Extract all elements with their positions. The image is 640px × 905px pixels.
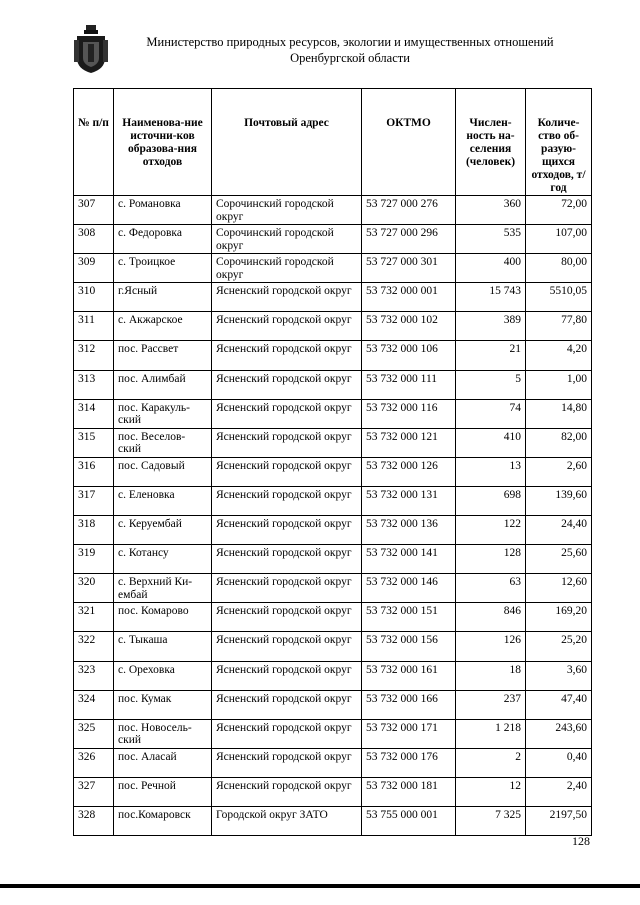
oktmo-code: 53 732 000 126 bbox=[362, 457, 456, 486]
row-number: 310 bbox=[74, 283, 114, 312]
waste-amount: 4,20 bbox=[526, 341, 592, 370]
row-number: 322 bbox=[74, 632, 114, 661]
oktmo-code: 53 732 000 151 bbox=[362, 603, 456, 632]
row-number: 309 bbox=[74, 254, 114, 283]
oktmo-code: 53 732 000 102 bbox=[362, 312, 456, 341]
postal-address: Ясненский городской округ bbox=[212, 690, 362, 719]
table-row bbox=[74, 574, 592, 603]
postal-address: Ясненский городской округ bbox=[212, 574, 362, 603]
source-name: с. Еленовка bbox=[114, 486, 212, 515]
population: 5 bbox=[456, 370, 526, 399]
population: 389 bbox=[456, 312, 526, 341]
row-number: 313 bbox=[74, 370, 114, 399]
table-row bbox=[74, 196, 592, 225]
postal-address: Городской округ ЗАТО bbox=[212, 806, 362, 835]
oktmo-code: 53 727 000 301 bbox=[362, 254, 456, 283]
waste-amount: 82,00 bbox=[526, 428, 592, 457]
population: 74 bbox=[456, 399, 526, 428]
waste-amount: 107,00 bbox=[526, 225, 592, 254]
oktmo-code: 53 732 000 116 bbox=[362, 399, 456, 428]
postal-address: Ясненский городской округ bbox=[212, 428, 362, 457]
postal-address: Ясненский городской округ bbox=[212, 777, 362, 806]
waste-amount: 5510,05 bbox=[526, 283, 592, 312]
postal-address: Ясненский городской округ bbox=[212, 516, 362, 545]
row-number: 325 bbox=[74, 719, 114, 748]
column-header-population: Числен-ность на-селения (человек) bbox=[456, 89, 526, 196]
row-number: 316 bbox=[74, 457, 114, 486]
source-name: пос. Садовый bbox=[114, 457, 212, 486]
table-row bbox=[74, 428, 592, 457]
population: 535 bbox=[456, 225, 526, 254]
waste-amount: 243,60 bbox=[526, 719, 592, 748]
table-row bbox=[74, 283, 592, 312]
waste-amount: 2197,50 bbox=[526, 806, 592, 835]
waste-amount: 0,40 bbox=[526, 748, 592, 777]
column-header-number: № п/п bbox=[74, 89, 114, 196]
oktmo-code: 53 732 000 171 bbox=[362, 719, 456, 748]
table-row bbox=[74, 661, 592, 690]
oktmo-code: 53 755 000 001 bbox=[362, 806, 456, 835]
postal-address: Ясненский городской округ bbox=[212, 545, 362, 574]
row-number: 308 bbox=[74, 225, 114, 254]
ministry-name: Министерство природных ресурсов, экологии и имущественных отношений bbox=[146, 35, 554, 49]
postal-address: Ясненский городской округ bbox=[212, 399, 362, 428]
row-number: 323 bbox=[74, 661, 114, 690]
population: 122 bbox=[456, 516, 526, 545]
population: 846 bbox=[456, 603, 526, 632]
waste-amount: 1,00 bbox=[526, 370, 592, 399]
waste-amount: 24,40 bbox=[526, 516, 592, 545]
table-row bbox=[74, 806, 592, 835]
population: 2 bbox=[456, 748, 526, 777]
population: 128 bbox=[456, 545, 526, 574]
source-name: пос. Новосель-ский bbox=[114, 719, 212, 748]
row-number: 326 bbox=[74, 748, 114, 777]
waste-sources-table bbox=[73, 88, 592, 836]
waste-amount: 139,60 bbox=[526, 486, 592, 515]
oktmo-code: 53 732 000 106 bbox=[362, 341, 456, 370]
row-number: 324 bbox=[74, 690, 114, 719]
postal-address: Ясненский городской округ bbox=[212, 486, 362, 515]
waste-amount: 14,80 bbox=[526, 399, 592, 428]
page-bottom-rule bbox=[0, 884, 640, 888]
source-name: с. Романовка bbox=[114, 196, 212, 225]
postal-address: Ясненский городской округ bbox=[212, 748, 362, 777]
table-row bbox=[74, 516, 592, 545]
population: 410 bbox=[456, 428, 526, 457]
population: 63 bbox=[456, 574, 526, 603]
population: 12 bbox=[456, 777, 526, 806]
population: 18 bbox=[456, 661, 526, 690]
oktmo-code: 53 732 000 131 bbox=[362, 486, 456, 515]
source-name: г.Ясный bbox=[114, 283, 212, 312]
column-header-oktmo: ОКТМО bbox=[362, 89, 456, 196]
page-number: 128 bbox=[572, 834, 590, 848]
oktmo-code: 53 727 000 296 bbox=[362, 225, 456, 254]
table-row bbox=[74, 254, 592, 283]
oktmo-code: 53 732 000 121 bbox=[362, 428, 456, 457]
postal-address: Сорочинский городской округ bbox=[212, 225, 362, 254]
source-name: с. Троицкое bbox=[114, 254, 212, 283]
row-number: 327 bbox=[74, 777, 114, 806]
waste-amount: 2,60 bbox=[526, 457, 592, 486]
table-header-row bbox=[74, 89, 592, 196]
oktmo-code: 53 732 000 001 bbox=[362, 283, 456, 312]
row-number: 311 bbox=[74, 312, 114, 341]
waste-amount: 25,20 bbox=[526, 632, 592, 661]
table-row bbox=[74, 603, 592, 632]
waste-amount: 2,40 bbox=[526, 777, 592, 806]
row-number: 312 bbox=[74, 341, 114, 370]
waste-amount: 80,00 bbox=[526, 254, 592, 283]
table-row bbox=[74, 341, 592, 370]
oktmo-code: 53 732 000 181 bbox=[362, 777, 456, 806]
row-number: 318 bbox=[74, 516, 114, 545]
row-number: 314 bbox=[74, 399, 114, 428]
table-row bbox=[74, 719, 592, 748]
waste-amount: 25,60 bbox=[526, 545, 592, 574]
population: 698 bbox=[456, 486, 526, 515]
table-row bbox=[74, 225, 592, 254]
population: 400 bbox=[456, 254, 526, 283]
postal-address: Сорочинский городской округ bbox=[212, 254, 362, 283]
source-name: пос. Кумак bbox=[114, 690, 212, 719]
source-name: пос. Каракуль-ский bbox=[114, 399, 212, 428]
population: 237 bbox=[456, 690, 526, 719]
source-name: с. Ореховка bbox=[114, 661, 212, 690]
postal-address: Ясненский городской округ bbox=[212, 341, 362, 370]
postal-address: Ясненский городской округ bbox=[212, 370, 362, 399]
population: 126 bbox=[456, 632, 526, 661]
row-number: 319 bbox=[74, 545, 114, 574]
source-name: пос. Рассвет bbox=[114, 341, 212, 370]
oktmo-code: 53 732 000 146 bbox=[362, 574, 456, 603]
table-row bbox=[74, 632, 592, 661]
source-name: пос. Аласай bbox=[114, 748, 212, 777]
population: 7 325 bbox=[456, 806, 526, 835]
waste-amount: 72,00 bbox=[526, 196, 592, 225]
table-body bbox=[74, 196, 592, 836]
table-row bbox=[74, 399, 592, 428]
postal-address: Ясненский городской округ bbox=[212, 719, 362, 748]
oktmo-code: 53 732 000 156 bbox=[362, 632, 456, 661]
waste-amount: 12,60 bbox=[526, 574, 592, 603]
postal-address: Ясненский городской округ bbox=[212, 457, 362, 486]
column-header-source-name: Наименова-ние источни-ков образова-ния отходов bbox=[114, 89, 212, 196]
oktmo-code: 53 732 000 176 bbox=[362, 748, 456, 777]
waste-amount: 47,40 bbox=[526, 690, 592, 719]
population: 360 bbox=[456, 196, 526, 225]
oktmo-code: 53 732 000 161 bbox=[362, 661, 456, 690]
source-name: пос. Комарово bbox=[114, 603, 212, 632]
population: 1 218 bbox=[456, 719, 526, 748]
postal-address: Ясненский городской округ bbox=[212, 661, 362, 690]
oktmo-code: 53 727 000 276 bbox=[362, 196, 456, 225]
row-number: 317 bbox=[74, 486, 114, 515]
population: 21 bbox=[456, 341, 526, 370]
document-header bbox=[120, 34, 580, 66]
row-number: 315 bbox=[74, 428, 114, 457]
table-row bbox=[74, 777, 592, 806]
source-name: с. Котансу bbox=[114, 545, 212, 574]
oktmo-code: 53 732 000 141 bbox=[362, 545, 456, 574]
source-name: пос. Веселов-ский bbox=[114, 428, 212, 457]
source-name: с. Акжарское bbox=[114, 312, 212, 341]
postal-address: Ясненский городской округ bbox=[212, 312, 362, 341]
oktmo-code: 53 732 000 166 bbox=[362, 690, 456, 719]
source-name: с. Тыкаша bbox=[114, 632, 212, 661]
table-row bbox=[74, 457, 592, 486]
source-name: пос. Речной bbox=[114, 777, 212, 806]
oktmo-code: 53 732 000 111 bbox=[362, 370, 456, 399]
waste-amount: 169,20 bbox=[526, 603, 592, 632]
table-row bbox=[74, 545, 592, 574]
source-name: пос.Комаровск bbox=[114, 806, 212, 835]
source-name: пос. Алимбай bbox=[114, 370, 212, 399]
population: 15 743 bbox=[456, 283, 526, 312]
row-number: 307 bbox=[74, 196, 114, 225]
coat-of-arms-icon bbox=[74, 24, 108, 74]
row-number: 320 bbox=[74, 574, 114, 603]
region-name: Оренбургской области bbox=[290, 51, 410, 65]
postal-address: Сорочинский городской округ bbox=[212, 196, 362, 225]
postal-address: Ясненский городской округ bbox=[212, 283, 362, 312]
postal-address: Ясненский городской округ bbox=[212, 632, 362, 661]
waste-amount: 77,80 bbox=[526, 312, 592, 341]
oktmo-code: 53 732 000 136 bbox=[362, 516, 456, 545]
postal-address: Ясненский городской округ bbox=[212, 603, 362, 632]
row-number: 328 bbox=[74, 806, 114, 835]
column-header-postal-address: Почтовый адрес bbox=[212, 89, 362, 196]
column-header-waste-amount: Количе-ство об-разую-щихся отходов, т/год bbox=[526, 89, 592, 196]
table-row bbox=[74, 486, 592, 515]
table-row bbox=[74, 690, 592, 719]
waste-amount: 3,60 bbox=[526, 661, 592, 690]
source-name: с. Керуембай bbox=[114, 516, 212, 545]
source-name: с. Федоровка bbox=[114, 225, 212, 254]
table-row bbox=[74, 748, 592, 777]
source-name: с. Верхний Ки-ембай bbox=[114, 574, 212, 603]
row-number: 321 bbox=[74, 603, 114, 632]
population: 13 bbox=[456, 457, 526, 486]
table-row bbox=[74, 370, 592, 399]
table-row bbox=[74, 312, 592, 341]
